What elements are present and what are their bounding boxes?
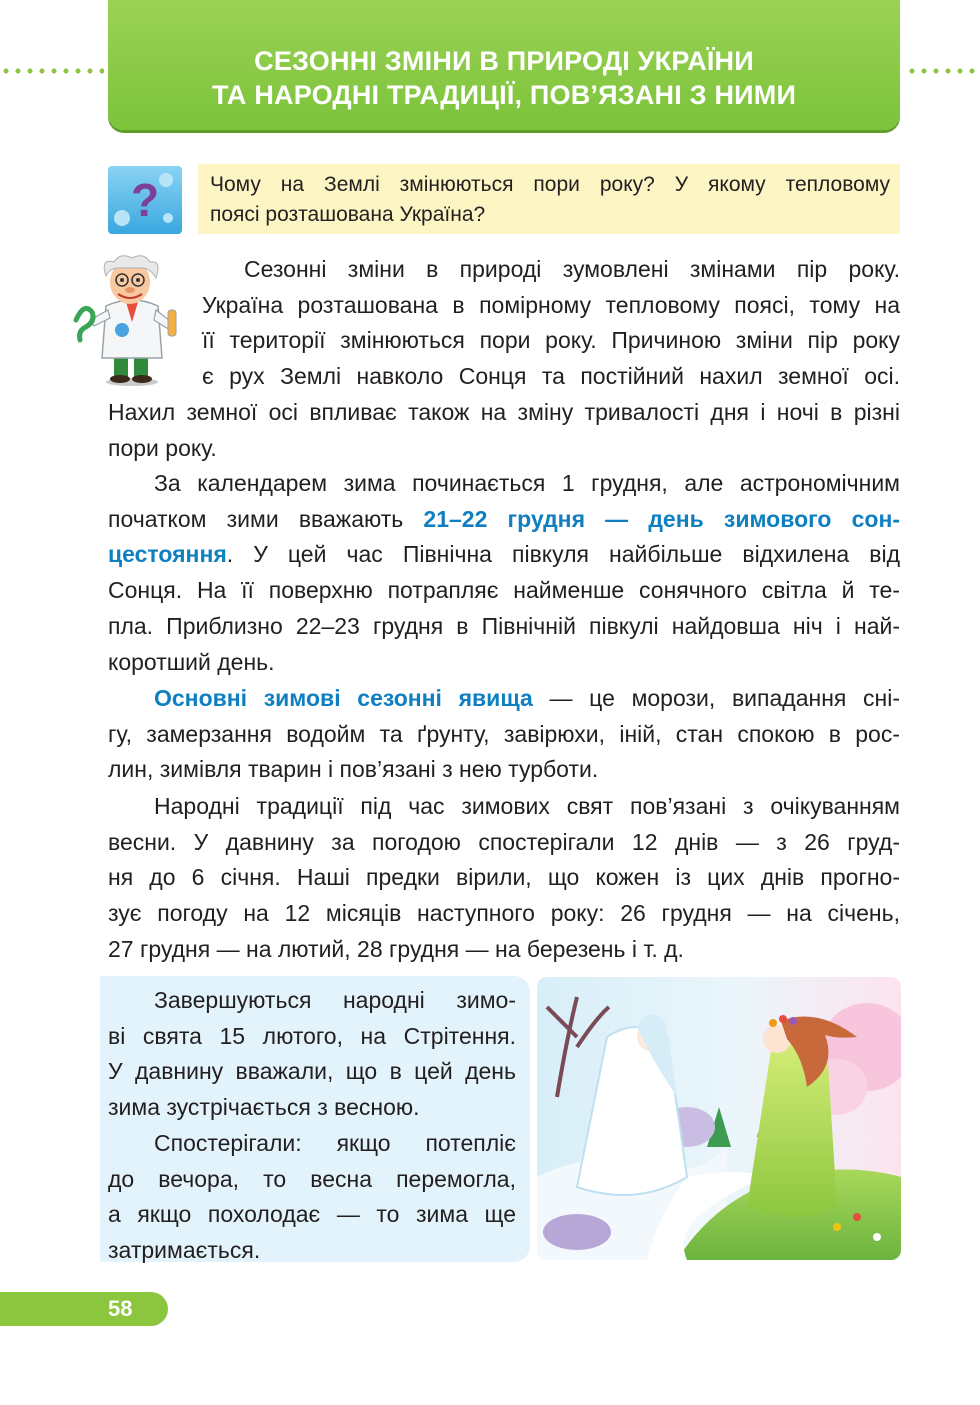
paragraph-line: гу, замерзання водойм та ґрунту, завірюхи, іній, стан спокою в рос-	[108, 720, 900, 747]
paragraph-line-text: Народні традиції під час зимових свят пов’язані з очікуванням	[154, 793, 900, 819]
intro-paragraph-top	[202, 252, 900, 395]
candlemas-paragraph	[108, 983, 516, 1126]
intro-line: Нахил земної осі впливає також на зміну тривалості дня і ночі в різні	[108, 399, 900, 425]
question-mark-icon	[108, 166, 182, 234]
paragraph-line: затримається.	[108, 1237, 261, 1264]
decorative-dots-left	[0, 66, 104, 76]
title-line-1: СЕЗОННІ ЗМІНИ В ПРИРОДІ УКРАЇНИ	[254, 46, 754, 76]
paragraph-line-text: . У цей час Північна півкуля найбільше відхилена від	[226, 541, 900, 568]
paragraph-line	[108, 1126, 516, 1162]
paragraph-line: Сонця. На її поверхню потрапляє найменше сонячного світла й те-	[108, 577, 900, 604]
intro-paragraph-bottom	[108, 395, 900, 466]
paragraph-line	[108, 681, 900, 717]
paragraph-line: ня до 6 січня. Наші предки вірили, що кожен із цих днів прогно-	[108, 864, 900, 891]
paragraph-line: до вечора, то весна перемогла,	[108, 1165, 516, 1192]
solstice-highlight: цестояння	[108, 541, 227, 568]
intro-line: Україна розташована в помірному тепловому поясі, тому на	[202, 291, 900, 318]
paragraph-line	[108, 789, 900, 825]
paragraph-line-text: За календарем зима починається 1 грудня, але астрономічним	[154, 470, 900, 496]
page-title	[108, 44, 900, 112]
paragraph-line: 27 грудня — на лютий, 28 грудня — на березень і т. д.	[108, 935, 684, 962]
paragraph-line: ві свята 15 лютого, на Стрітення.	[108, 1022, 516, 1049]
question-text	[210, 170, 890, 230]
paragraph-line: пла. Приблизно 22–23 грудня в Північній півкулі найдовша ніч і най-	[108, 612, 900, 639]
solstice-highlight: 21–22 грудня — день зимового сон-	[423, 505, 900, 532]
intro-line-text: Сезонні зміни в природі зумовлені змінами пір року.	[244, 256, 900, 282]
paragraph-line: а якщо похолодає — то зима ще	[108, 1201, 516, 1228]
svg-text:?: ?	[130, 174, 160, 226]
paragraph-line-text: початком зими вважають	[108, 505, 424, 532]
question-line: поясі розташована Україна?	[210, 203, 486, 226]
paragraph-line: У давнину вважали, що в цей день	[108, 1058, 516, 1085]
traditions-paragraph	[108, 789, 900, 968]
paragraph-line: коротший день.	[108, 648, 275, 675]
intro-line: пори року.	[108, 434, 217, 461]
paragraph-line	[108, 537, 900, 573]
paragraph-line-text: Спостерігали: якщо потепліє	[154, 1130, 516, 1156]
paragraph-line	[108, 466, 900, 502]
paragraph-line: весни. У давнину за погодою спостерігали 12 днів — з 26 груд-	[108, 828, 900, 855]
paragraph-line: зує погоду на 12 місяців наступного року: 26 грудня — на січень,	[108, 900, 900, 927]
paragraph-line	[108, 502, 900, 538]
question-line: Чому на Землі змінюються пори року? У якому тепловому	[210, 173, 890, 196]
observation-paragraph	[108, 1126, 516, 1269]
chapter-header	[108, 0, 900, 130]
scientist-illustration	[70, 250, 192, 386]
phenomena-highlight: Основні зимові сезонні явища	[154, 685, 533, 711]
intro-line	[202, 252, 900, 288]
paragraph-line: зима зустрічається з весною.	[108, 1094, 420, 1121]
intro-line: є рух Землі навколо Сонця та постійний нахил земної осі.	[202, 363, 900, 390]
paragraph-line-text: Завершуються народні зимо-	[154, 987, 516, 1013]
decorative-dots-right	[906, 66, 980, 76]
winter-spring-illustration	[537, 977, 901, 1260]
page-number: 58	[108, 1296, 133, 1321]
winter-start-paragraph	[108, 466, 900, 680]
page-number-tab	[0, 1292, 168, 1326]
title-line-2: ТА НАРОДНІ ТРАДИЦІЇ, ПОВ’ЯЗАНІ З НИМИ	[211, 80, 797, 110]
paragraph-line	[108, 983, 516, 1019]
paragraph-line: лин, зимівля тварин і пов’язані з нею турботи.	[108, 756, 599, 783]
paragraph-line-text: — це морози, випадання сні-	[532, 685, 900, 711]
winter-phenomena-paragraph	[108, 681, 900, 788]
intro-line: її території змінюються пори року. Причиною зміни пір року	[202, 327, 900, 354]
